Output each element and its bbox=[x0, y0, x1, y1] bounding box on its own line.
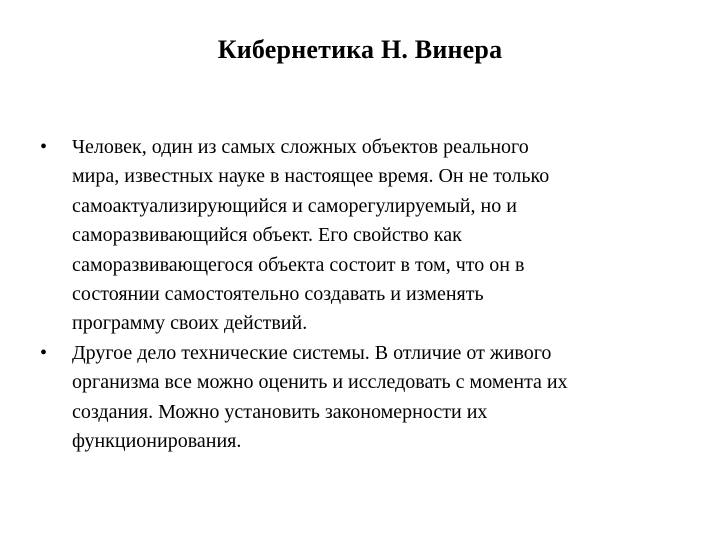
text-line: Человек, один из самых сложных объектов реального bbox=[72, 136, 529, 158]
bullet-icon: • bbox=[40, 341, 48, 364]
text-line: саморазвивающийся объект. Его свойство как bbox=[72, 224, 462, 247]
bullet-icon: • bbox=[40, 136, 48, 158]
bullet-item bbox=[40, 133, 680, 339]
text-line: саморазвивающегося объекта состоит в том, что он в bbox=[72, 253, 525, 276]
bullet-item bbox=[40, 339, 680, 457]
text-line: программу своих действий. bbox=[72, 312, 308, 335]
slide-title: Кибернетика Н. Винера bbox=[217, 35, 503, 64]
bullet-text bbox=[72, 133, 680, 339]
text-line: создания. Можно установить закономерности их bbox=[72, 400, 488, 423]
text-line: мира, известных науке в настоящее время. Он не только bbox=[72, 165, 550, 188]
bullet-text bbox=[72, 339, 680, 457]
text-line: функционирования. bbox=[72, 430, 242, 453]
bullet-list bbox=[40, 133, 680, 456]
text-line: состоянии самостоятельно создавать и изменять bbox=[72, 283, 484, 306]
text-line: организма все можно оценить и исследовать с момента их bbox=[72, 371, 568, 394]
text-line: самоактуализирующийся и саморегулируемый, но и bbox=[72, 194, 517, 217]
text-line: Другое дело технические системы. В отличие от живого bbox=[72, 341, 552, 364]
